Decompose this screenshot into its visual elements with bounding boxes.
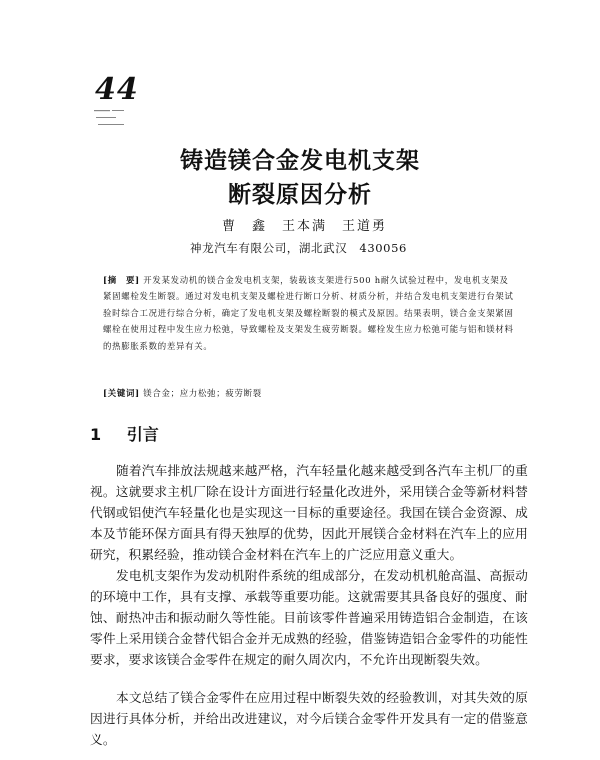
body-paragraph: 随着汽车排放法规越来越严格，汽车轻量化越来越受到各汽车主机厂的重视。这就要求主机厂除在设计方面进行轻量化改进外，采用镁合金等新材料替代钢或铝使汽车轻量化也是实现这一目标的重要途径。我国在镁合金资源、成本及节能环保方面具有得天独厚的优势，因此开展镁合金材料在汽车上的应用研究，积累经验，推动镁合金材料在汽车上的广泛应用意义重大。 (90, 463, 528, 562)
section-number: 1 (90, 425, 102, 444)
article-title-line-2: 断裂原因分析 (228, 182, 372, 208)
abstract-label: [摘 要] (103, 275, 140, 285)
page-number: 44 (95, 72, 139, 107)
section-title: 引言 (126, 425, 159, 444)
body-paragraph: 本文总结了镁合金零件在应用过程中断裂失效的经验教训，对其失效的原因进行具体分析，并给出改进建议，对今后镁合金零件开发具有一定的借鉴意义。 (90, 690, 528, 747)
affiliation: 神龙汽车有限公司，湖北武汉 430056 (190, 241, 407, 255)
section-heading (90, 422, 159, 445)
scan-noise-mark (92, 108, 132, 132)
abstract-text: 开发某发动机的镁合金发电机支架，装载该支架进行500 h耐久试验过程中，发电机支架及紧固螺栓发生断裂。通过对发电机支架及螺栓进行断口分析、材质分析，并结合发电机支架进行台架试验时综合工况进行综合分析，确定了发电机支架及螺栓断裂的模式及原因。结果表明，镁合金支架紧固螺栓在使用过程中发生应力松弛，导致螺栓及支架发生疲劳断裂。螺栓发生应力松弛可能与铝和镁材料的热膨胀系数的差异有关。 (103, 275, 514, 351)
body-paragraph: 发电机支架作为发动机附件系统的组成部分，在发动机机舱高温、高振动的环境中工作，具有支撑、承载等重要功能。这就需要其具备良好的强度、耐蚀、耐热冲击和振动耐久等性能。目前该零件普遍采用铸造铝合金制造，在该零件上采用镁合金替代铝合金并无成熟的经验，借鉴铸造铝合金零件的功能性要求，要求该镁合金零件在规定的耐久周次内，不允许出现断裂失效。 (90, 568, 528, 667)
keywords-label: [关键词] (103, 388, 140, 398)
article-title-line-1: 铸造镁合金发电机支架 (180, 148, 420, 174)
keywords (103, 387, 515, 399)
authors: 曹 鑫 王本满 王道勇 (222, 219, 388, 234)
abstract (103, 272, 515, 354)
keywords-text: 镁合金；应力松弛；疲劳断裂 (143, 388, 262, 398)
